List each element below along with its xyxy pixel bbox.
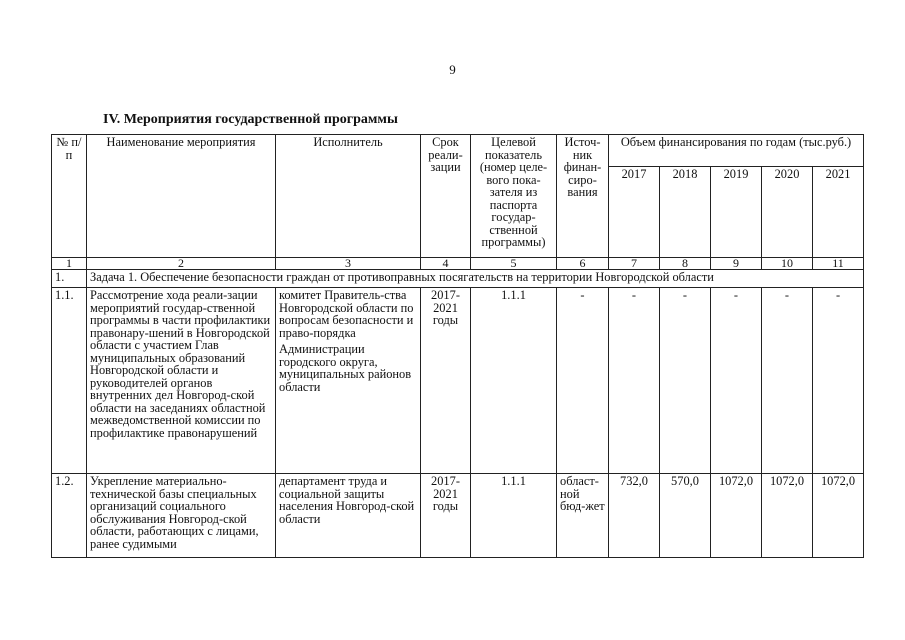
row-value-2018: 570,0	[660, 474, 711, 558]
row-value-2019: -	[711, 288, 762, 474]
column-number: 2	[87, 258, 276, 270]
row-value-2017: 732,0	[609, 474, 660, 558]
row-name: Укрепление материально-технической базы специальных организаций социального обслуживания Новгород-ской области, работающих с лицами, ранее судимыми	[87, 474, 276, 558]
column-number: 4	[421, 258, 471, 270]
row-executor-primary: департамент труда и социальной защиты населения Новгород-ской области	[279, 474, 415, 526]
row-value-2018: -	[660, 288, 711, 474]
section-title: IV. Мероприятия государственной программы	[103, 112, 398, 127]
header-num: № п/п	[52, 135, 87, 258]
header-target: Целевой показатель (номер целе-вого пока-зателя из паспорта государ-ственной программы)	[471, 135, 557, 258]
column-number: 9	[711, 258, 762, 270]
row-target: 1.1.1	[471, 474, 557, 558]
task-row	[52, 270, 864, 288]
column-number: 7	[609, 258, 660, 270]
row-value-2019: 1072,0	[711, 474, 762, 558]
column-number-row	[52, 258, 864, 270]
header-year-2018: 2018	[660, 167, 711, 258]
row-num: 1.2.	[52, 474, 87, 558]
row-value-2021: -	[813, 288, 864, 474]
header-executor: Исполнитель	[276, 135, 421, 258]
row-source: -	[557, 288, 609, 474]
row-value-2020: -	[762, 288, 813, 474]
row-executor-secondary: Администрации городского округа, муниципальных районов области	[279, 342, 412, 394]
header-year-2017: 2017	[609, 167, 660, 258]
row-num: 1.1.	[52, 288, 87, 474]
header-funding: Объем финансирования по годам (тыс.руб.)	[609, 135, 864, 167]
column-number: 8	[660, 258, 711, 270]
header-year-2021: 2021	[813, 167, 864, 258]
column-number: 11	[813, 258, 864, 270]
row-term: 2017-2021 годы	[421, 288, 471, 474]
row-value-2020: 1072,0	[762, 474, 813, 558]
task-num: 1.	[52, 270, 87, 288]
header-term: Срок реали-зации	[421, 135, 471, 258]
column-number: 6	[557, 258, 609, 270]
program-activities-table	[51, 134, 864, 558]
column-number: 10	[762, 258, 813, 270]
page-number: 9	[449, 62, 456, 77]
header-year-2020: 2020	[762, 167, 813, 258]
row-source: област-ной бюд-жет	[557, 474, 609, 558]
header-name: Наименование мероприятия	[87, 135, 276, 258]
column-number: 5	[471, 258, 557, 270]
row-executor	[276, 288, 421, 474]
row-executor	[276, 474, 421, 558]
header-year-2019: 2019	[711, 167, 762, 258]
row-term: 2017-2021 годы	[421, 474, 471, 558]
table-row	[52, 288, 864, 474]
column-number: 3	[276, 258, 421, 270]
task-text: Задача 1. Обеспечение безопасности граждан от противоправных посягательств на территории Новгородской области	[87, 270, 864, 288]
header-row-top	[52, 135, 864, 167]
row-executor-primary: комитет Правитель-ства Новгородской области по вопросам безопасности и право-порядка	[279, 288, 414, 340]
table-row	[52, 474, 864, 558]
row-value-2017: -	[609, 288, 660, 474]
header-source: Источ-ник финан-сиро-вания	[557, 135, 609, 258]
row-value-2021: 1072,0	[813, 474, 864, 558]
column-number: 1	[52, 258, 87, 270]
row-name: Рассмотрение хода реали-зации мероприятий государ-ственной программы в части профилактики правонару-шений в Новгородской области с участием Глав муниципальных образований Новгородской области и руководителей органов внутренних дел Новгород-ской области на заседаниях областной межведомственной комиссии по профилактике правонарушений	[87, 288, 276, 474]
row-target: 1.1.1	[471, 288, 557, 474]
